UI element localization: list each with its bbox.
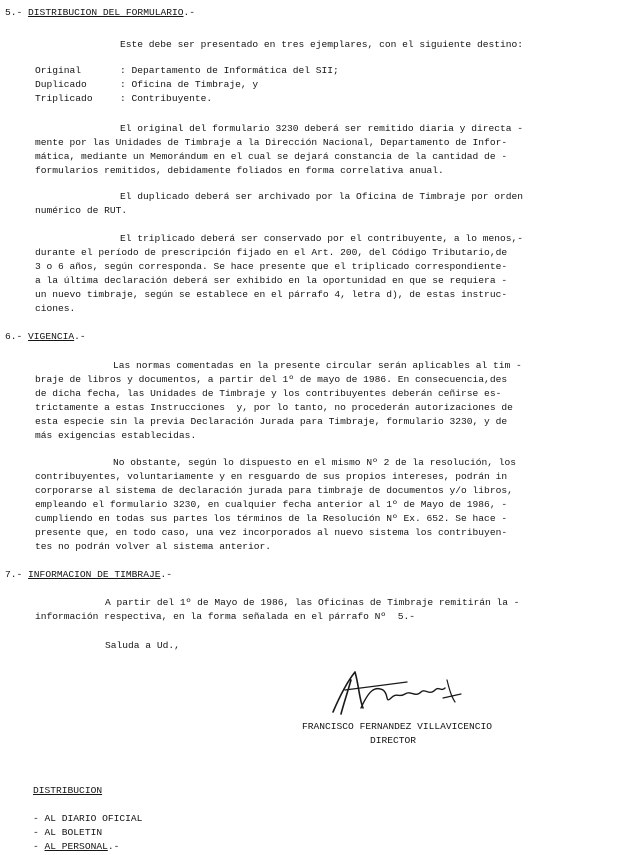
paragraph-line: ciones. <box>35 303 76 314</box>
paragraph-line: El triplicado deberá ser conservado por el contribuyente, a lo menos,- <box>120 233 524 244</box>
paragraph-line: numérico de RUT. <box>35 205 128 216</box>
paragraph-line: mente por las Unidades de Timbraje a la Dirección Nacional, Departamento de Infor- <box>35 137 508 148</box>
paragraph-line: braje de libros y documentos, a partir del 1º de mayo de 1986. En consecuencia,des <box>35 374 508 385</box>
paragraph-line: No obstante, según lo dispuesto en el mismo Nº 2 de la resolución, los <box>113 457 517 468</box>
destination-text: : Departamento de Informática del SII; <box>120 65 339 76</box>
section-7-heading: 7.- INFORMACION DE TIMBRAJE.- <box>5 569 172 580</box>
paragraph-line: trictamente a estas Instrucciones y, por lo tanto, no procederán autorizaciones de <box>35 402 513 413</box>
paragraph-line: durante el período de prescripción fijado en el Art. 200, del Código Tributario,de <box>35 247 508 258</box>
destination-text: : Oficina de Timbraje, y <box>120 79 259 90</box>
paragraph-line: de dicha fecha, las Unidades de Timbraje y los contribuyentes deberán ceñirse es- <box>35 388 502 399</box>
paragraph-line: mática, mediante un Memorándum en el cual se dejará constancia de la cantidad de - <box>35 151 508 162</box>
paragraph-line: un nuevo timbraje, según se establece en el párrafo 4, letra d), de estas instruc- <box>35 289 508 300</box>
paragraph-line: información respectiva, en la forma señalada en el párrafo Nº 5.- <box>35 611 415 622</box>
distribution-item: - AL DIARIO OFICIAL <box>33 813 143 824</box>
distribution-item: - AL PERSONAL.- <box>33 841 120 852</box>
signatory-name: FRANCISCO FERNANDEZ VILLAVICENCIO <box>302 721 492 732</box>
section-6-heading: 6.- VIGENCIA.- <box>5 331 86 342</box>
signatory-title: DIRECTOR <box>370 735 417 746</box>
paragraph-line: contribuyentes, voluntariamente y en resguardo de sus propios intereses, podrán in <box>35 471 508 482</box>
destination-label: Triplicado <box>35 93 93 104</box>
paragraph-line: corporarse al sistema de declaración jurada para timbraje de documentos y/o libros, <box>35 485 513 496</box>
paragraph-line: A partir del 1º de Mayo de 1986, las Oficinas de Timbraje remitirán la - <box>105 597 520 608</box>
paragraph-line: empleando el formulario 3230, en cualquier fecha anterior al 1º de Mayo de 1986, - <box>35 499 508 510</box>
paragraph-line: presente que, en todo caso, una vez incorporados al nuevo sistema los contribuyen- <box>35 527 508 538</box>
destination-label: Duplicado <box>35 79 87 90</box>
paragraph-line: 3 o 6 años, según corresponda. Se hace presente que el triplicado correspondiente- <box>35 261 508 272</box>
distribution-item: - AL BOLETIN <box>33 827 103 838</box>
section-5-intro: Este debe ser presentado en tres ejemplares, con el siguiente destino: <box>120 39 524 50</box>
paragraph-line: cumpliendo en todas sus partes los términos de la Resolución Nº Ex. 652. Se hace - <box>35 513 508 524</box>
paragraph-line: El duplicado deberá ser archivado por la Oficina de Timbraje por orden <box>120 191 524 202</box>
paragraph-line: esta especie sin la previa Declaración Jurada para Timbraje, formulario 3230, y de <box>35 416 508 427</box>
paragraph-line: a la última declaración deberá ser exhibido en la oportunidad en que se requiera - <box>35 275 508 286</box>
destination-label: Original <box>35 65 82 76</box>
paragraph-line: El original del formulario 3230 deberá ser remitido diaria y directa - <box>120 123 524 134</box>
paragraph-line: formularios remitidos, debidamente foliados en forma correlativa anual. <box>35 165 444 176</box>
handwritten-signature <box>325 668 475 718</box>
destination-text: : Contribuyente. <box>120 93 213 104</box>
paragraph-line: tes no podrán volver al sistema anterior. <box>35 541 272 552</box>
distribution-heading: DISTRIBUCION <box>33 785 103 796</box>
paragraph-line: Las normas comentadas en la presente circular serán aplicables al tim - <box>113 360 522 371</box>
closing-line: Saluda a Ud., <box>105 640 180 651</box>
paragraph-line: más exigencias establecidas. <box>35 430 197 441</box>
section-5-heading: 5.- DISTRIBUCION DEL FORMULARIO.- <box>5 7 196 18</box>
